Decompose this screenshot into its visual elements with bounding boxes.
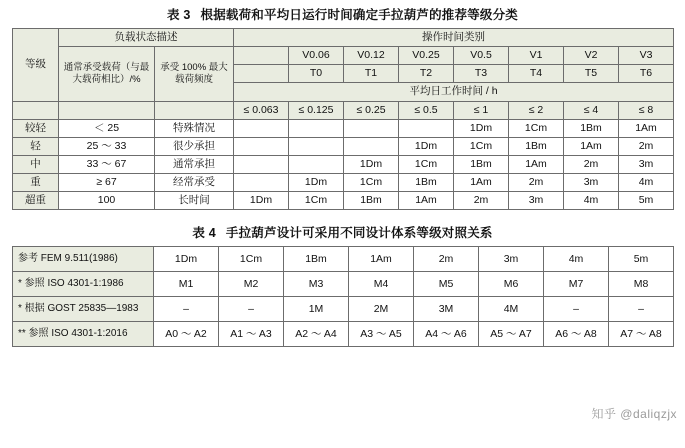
table3 [12, 28, 674, 210]
table3-header-row-2 [13, 47, 674, 65]
table3-t-cell: T2 [399, 65, 454, 83]
table3-hours-cell: ≤ 1 [454, 101, 509, 119]
table3-class-cell: 1Am [399, 192, 454, 210]
table3-class-cell [344, 119, 399, 137]
table3-op-group-header: 操作时间类别 [234, 29, 674, 47]
table3-class-cell: 2m [564, 155, 619, 173]
table3-class-cell: 1Cm [289, 192, 344, 210]
table3-class-cell: 2m [619, 137, 674, 155]
table3-v-cell: V1 [509, 47, 564, 65]
table3-grade-header: 等级 [13, 29, 59, 102]
table3-t-cell: T3 [454, 65, 509, 83]
table3-hours-spacer-1 [13, 101, 59, 119]
table3-class-cell: 1Dm [399, 137, 454, 155]
table4-cell: M7 [544, 272, 609, 297]
table4-cell: – [219, 297, 284, 322]
table4-cell: M2 [219, 272, 284, 297]
table3-load-group-header: 负载状态描述 [59, 29, 234, 47]
table3-class-cell: 1Bm [564, 119, 619, 137]
table4-caption [0, 218, 685, 246]
table3-class-cell [234, 137, 289, 155]
table4-cell: M3 [284, 272, 349, 297]
table4-cell: – [609, 297, 674, 322]
table3-class-cell: 1Dm [289, 174, 344, 192]
table3-class-cell: 1Dm [344, 155, 399, 173]
table3-freq-cell: 经常承受 [155, 174, 234, 192]
table3-caption-number: 表 3 [166, 8, 191, 22]
table3-hours-cell: ≤ 4 [564, 101, 619, 119]
table3-class-cell: 4m [564, 192, 619, 210]
table3-class-cell: 3m [619, 155, 674, 173]
table3-class-cell: 1Am [564, 137, 619, 155]
table3-t-cell: T1 [344, 65, 399, 83]
table4 [12, 246, 674, 347]
table3-freq-cell: 很少承担 [155, 137, 234, 155]
table3-load-cell: 33 ～ 67 [59, 155, 155, 173]
table-row [13, 297, 674, 322]
table3-freq-cell: 特殊情况 [155, 119, 234, 137]
table3-class-cell: 1Bm [399, 174, 454, 192]
table3-class-cell [344, 137, 399, 155]
table3-t-cell: T5 [564, 65, 619, 83]
table3-v-cell [234, 47, 289, 65]
table4-cell: – [544, 297, 609, 322]
table3-v-cell: V0.5 [454, 47, 509, 65]
table3-hours-cell: ≤ 2 [509, 101, 564, 119]
table3-t-cell: T6 [619, 65, 674, 83]
table-row [13, 192, 674, 210]
table4-cell: 2M [349, 297, 414, 322]
table4-cell: A0 ～ A2 [154, 322, 219, 347]
table3-v-cell: V0.12 [344, 47, 399, 65]
table4-cell: M4 [349, 272, 414, 297]
table3-class-cell [234, 174, 289, 192]
watermark: 知乎 @daliqzjx [591, 407, 677, 421]
table3-class-cell [289, 119, 344, 137]
table-row [13, 174, 674, 192]
table3-hours-spacer-2 [59, 101, 155, 119]
table3-t-cell: T0 [289, 65, 344, 83]
table3-caption-text: 根据载荷和平均日运行时间确定手拉葫芦的推荐等级分类 [200, 8, 519, 22]
table4-cell: M8 [609, 272, 674, 297]
table4-row-head: ** 参照 ISO 4301-1:2016 [13, 322, 154, 347]
table4-cell: A6 ～ A8 [544, 322, 609, 347]
table3-load-col1-header: 通常承受载荷（与最大载荷相比）/% [59, 47, 155, 101]
table3-class-cell: 1Dm [454, 119, 509, 137]
table3-load-cell: ≥ 67 [59, 174, 155, 192]
table3-header-row-1 [13, 29, 674, 47]
table-row [13, 272, 674, 297]
table3-grade-cell: 较轻 [13, 119, 59, 137]
table4-cell: 1Bm [284, 247, 349, 272]
table3-class-cell [289, 137, 344, 155]
table4-cell: 5m [609, 247, 674, 272]
table3-load-cell: 25 ～ 33 [59, 137, 155, 155]
table3-hours-cell: ≤ 8 [619, 101, 674, 119]
table4-cell: A5 ～ A7 [479, 322, 544, 347]
table3-class-cell: 5m [619, 192, 674, 210]
table3-class-cell: 1Bm [344, 192, 399, 210]
table3-class-cell: 1Cm [509, 119, 564, 137]
table-row [13, 155, 674, 173]
table3-class-cell [234, 119, 289, 137]
table4-cell: 1M [284, 297, 349, 322]
table4-caption-number: 表 4 [192, 226, 216, 241]
table3-class-cell: 1Bm [509, 137, 564, 155]
table3-grade-cell: 重 [13, 174, 59, 192]
table4-cell: M6 [479, 272, 544, 297]
table4-cell: 1Dm [154, 247, 219, 272]
table4-cell: A7 ～ A8 [609, 322, 674, 347]
table4-row-head: * 参照 ISO 4301-1:1986 [13, 272, 154, 297]
table4-row-head: * 根据 GOST 25835—1983 [13, 297, 154, 322]
table3-header-row-5 [13, 101, 674, 119]
table4-cell: A3 ～ A5 [349, 322, 414, 347]
table3-class-cell [399, 119, 454, 137]
table3-hours-cell: ≤ 0.5 [399, 101, 454, 119]
table4-cell: 4m [544, 247, 609, 272]
table3-t-cell: T4 [509, 65, 564, 83]
table3-class-cell: 4m [619, 174, 674, 192]
table3-hours-cell: ≤ 0.063 [234, 101, 289, 119]
table3-v-cell: V2 [564, 47, 619, 65]
table-row [13, 119, 674, 137]
table3-t-cell [234, 65, 289, 83]
table3-freq-cell: 通常承担 [155, 155, 234, 173]
table3-hours-spacer-3 [155, 101, 234, 119]
table4-cell: M1 [154, 272, 219, 297]
table3-grade-cell: 超重 [13, 192, 59, 210]
table-row [13, 247, 674, 272]
table3-class-cell: 2m [509, 174, 564, 192]
table3-class-cell: 1Cm [399, 155, 454, 173]
table4-cell: A4 ～ A6 [414, 322, 479, 347]
table4-cell: A1 ～ A3 [219, 322, 284, 347]
table3-class-cell [289, 155, 344, 173]
table3-class-cell: 1Bm [454, 155, 509, 173]
table4-cell: 1Cm [219, 247, 284, 272]
table4-cell: M5 [414, 272, 479, 297]
table3-class-cell: 1Cm [454, 137, 509, 155]
table3-freq-cell: 长时间 [155, 192, 234, 210]
table3-grade-cell: 轻 [13, 137, 59, 155]
table3-class-cell: 1Cm [344, 174, 399, 192]
table3-v-cell: V3 [619, 47, 674, 65]
table4-row-head: 参考 FEM 9.511(1986) [13, 247, 154, 272]
table3-grade-cell: 中 [13, 155, 59, 173]
section-spacer [0, 210, 685, 218]
table4-cell: 2m [414, 247, 479, 272]
table3-avg-day-header: 平均日工作时间 / h [234, 83, 674, 101]
table4-cell: – [154, 297, 219, 322]
table4-cell: 1Am [349, 247, 414, 272]
table3-load-cell: 100 [59, 192, 155, 210]
table3-class-cell: 1Am [619, 119, 674, 137]
table3-load-cell: ＜ 25 [59, 119, 155, 137]
table3-v-cell: V0.06 [289, 47, 344, 65]
table3-class-cell: 3m [509, 192, 564, 210]
table4-cell: 3m [479, 247, 544, 272]
table4-caption-text: 手拉葫芦设计可采用不同设计体系等级对照关系 [225, 226, 493, 241]
table4-cell: 4M [479, 297, 544, 322]
table4-cell: 3M [414, 297, 479, 322]
table3-class-cell: 1Dm [234, 192, 289, 210]
table3-class-cell: 1Am [509, 155, 564, 173]
table3-caption [0, 0, 685, 28]
table3-hours-cell: ≤ 0.125 [289, 101, 344, 119]
table3-v-cell: V0.25 [399, 47, 454, 65]
table-row [13, 322, 674, 347]
table4-cell: A2 ～ A4 [284, 322, 349, 347]
table3-class-cell: 1Am [454, 174, 509, 192]
table3-class-cell [234, 155, 289, 173]
table3-class-cell: 3m [564, 174, 619, 192]
table3-class-cell: 2m [454, 192, 509, 210]
table-row [13, 137, 674, 155]
table3-load-col2-header: 承受 100% 最大载荷频度 [155, 47, 234, 101]
table3-hours-cell: ≤ 0.25 [344, 101, 399, 119]
